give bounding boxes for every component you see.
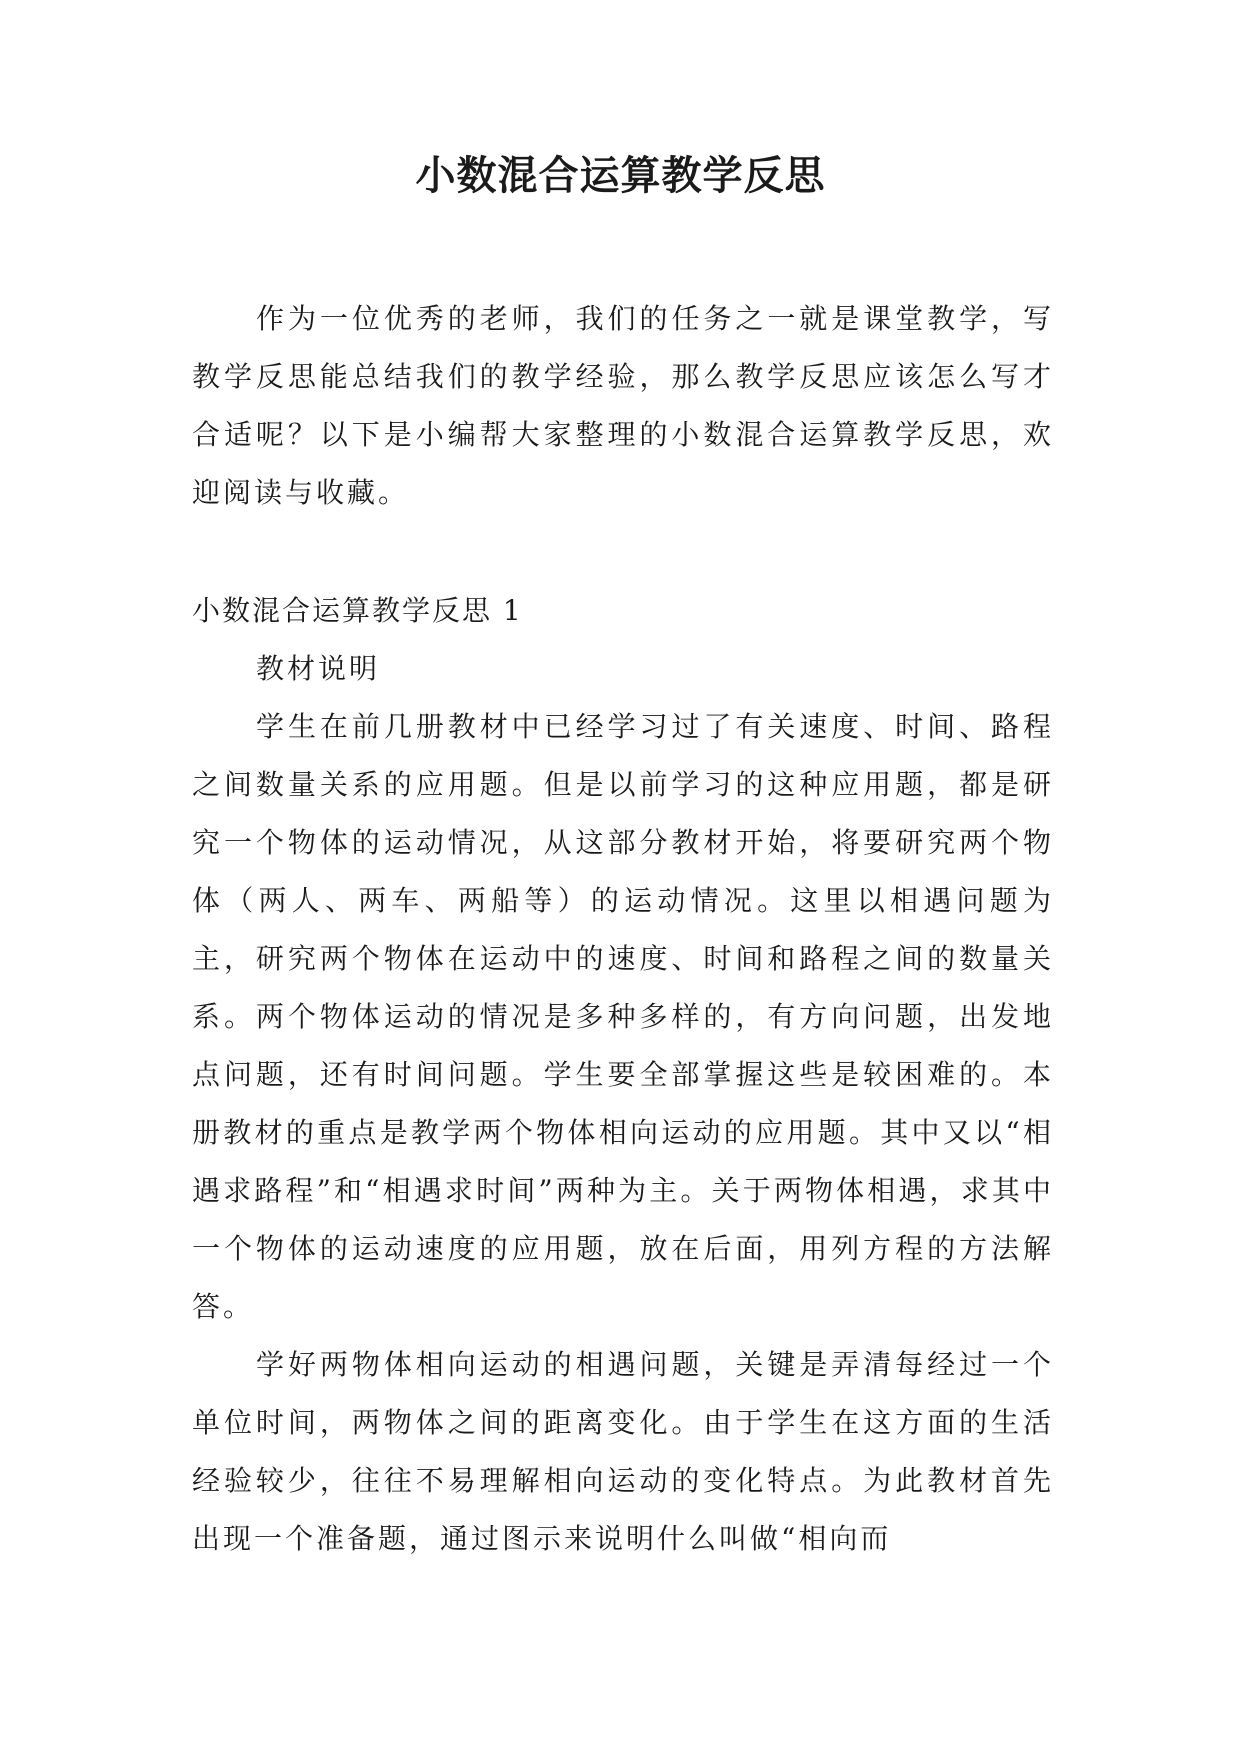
intro-paragraph: 作为一位优秀的老师，我们的任务之一就是课堂教学，写教学反思能总结我们的教学经验，那么教学反思应该怎么写才合适呢？以下是小编帮大家整理的小数混合运算教学反思，欢迎阅读与收藏。 <box>192 302 1054 509</box>
body-paragraph-1: 学生在前几册教材中已经学习过了有关速度、时间、路程之间数量关系的应用题。但是以前学习的这种应用题，都是研究一个物体的运动情况，从这部分教材开始，将要研究两个物体（两人、两车、两船等）的运动情况。这里以相遇问题为主，研究两个物体在运动中的速度、时间和路程之间的数量关系。两个物体运动的情况是多种多样的，有方向问题，出发地点问题，还有时间问题。学生要全部掌握这些是较困难的。本册教材的重点是教学两个物体相向运动的应用题。其中又以“相遇求路程”和“相遇求时间”两种为主。关于两物体相遇，求其中一个物体的运动速度的应用题，放在后面，用列方程的方法解答。 <box>192 710 1054 1323</box>
intro-block <box>192 290 1054 522</box>
body-paragraph-2: 学好两物体相向运动的相遇问题，关键是弄清每经过一个单位时间，两物体之间的距离变化。由于学生在这方面的生活经验较少，往往不易理解相向运动的变化特点。为此教材首先出现一个准备题，通过图示来说明什么叫做“相向而 <box>192 1348 1054 1555</box>
document-title: 小数混合运算教学反思 <box>415 152 826 199</box>
section-subheading: 教材说明 <box>256 652 381 685</box>
section-heading: 小数混合运算教学反思 1 <box>192 594 523 627</box>
section-1 <box>192 582 1054 1568</box>
